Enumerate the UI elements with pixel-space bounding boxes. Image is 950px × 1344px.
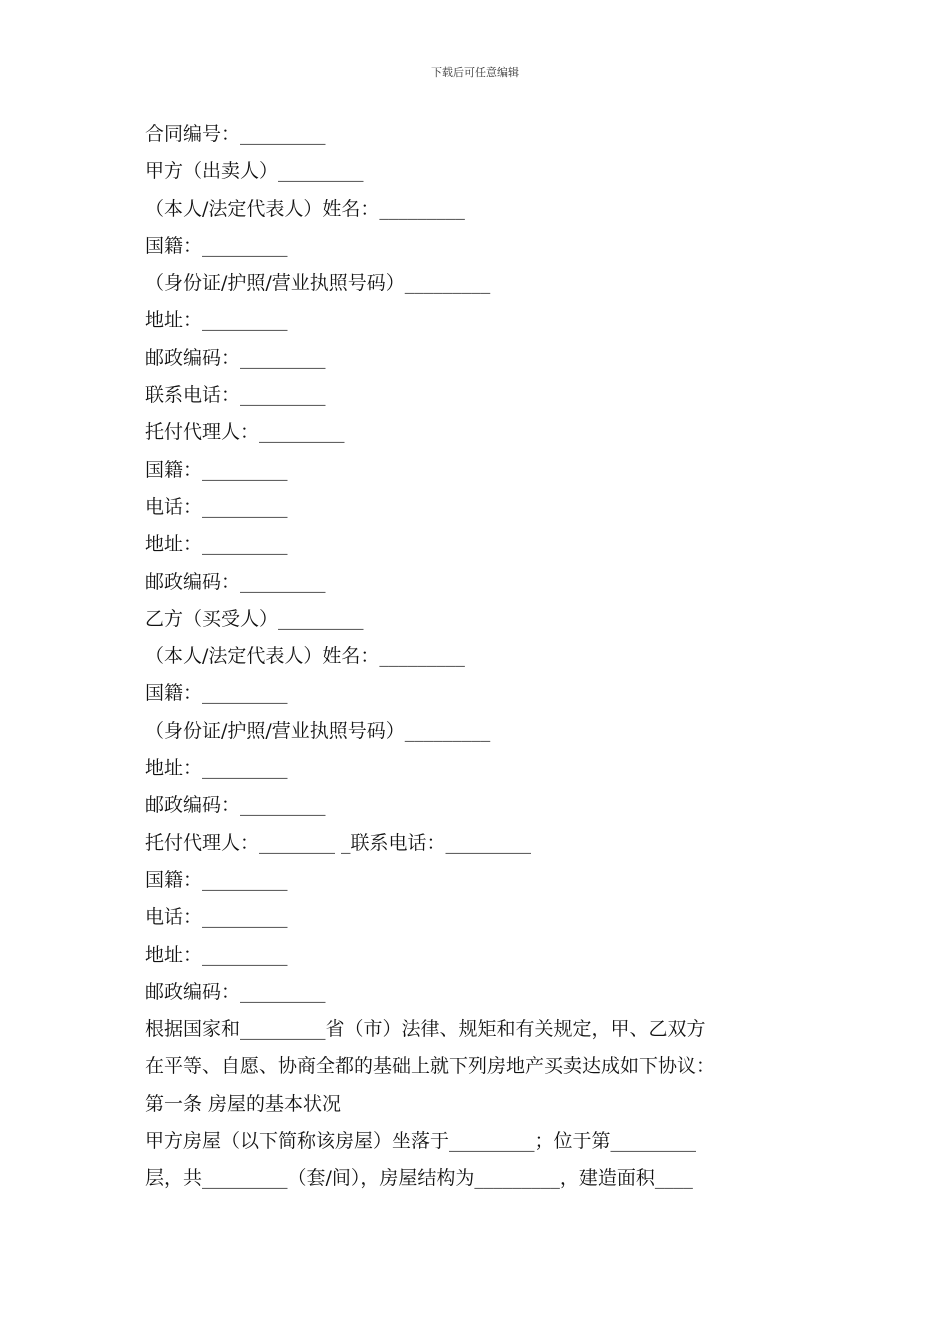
party-a-name-line: （本人/法定代表人）姓名：_________ <box>145 197 465 220</box>
party-a-id-line: （身份证/护照/营业执照号码）_________ <box>145 272 491 295</box>
party-a-agent-line: 托付代理人：_________ <box>145 421 345 444</box>
party-a-postcode-line: 邮政编码：_________ <box>145 346 326 369</box>
party-a-address-line: 地址：_________ <box>145 309 288 332</box>
preamble-line-2: 在平等、自愿、协商全都的基础上就下列房地产买卖达成如下协议： <box>145 1055 716 1078</box>
party-a-agent-nationality-line: 国籍：_________ <box>145 458 288 481</box>
party-b-agent-phone-line: 电话：_________ <box>145 906 288 929</box>
party-b-nationality-line: 国籍：_________ <box>145 682 288 705</box>
article-1-line-1: 甲方房屋（以下简称该房屋）坐落于_________；位于第_________ <box>145 1130 697 1153</box>
party-a-phone-line: 联系电话：_________ <box>145 384 326 407</box>
party-b-name-line: （本人/法定代表人）姓名：_________ <box>145 645 465 668</box>
party-a-line: 甲方（出卖人）_________ <box>145 160 364 183</box>
party-b-line: 乙方（买受人）_________ <box>145 607 364 630</box>
party-b-id-line: （身份证/护照/营业执照号码）_________ <box>145 719 491 742</box>
party-a-agent-address-line: 地址：_________ <box>145 533 288 556</box>
party-b-agent-line: 托付代理人：________ _联系电话：_________ <box>145 831 532 854</box>
party-b-agent-postcode-line: 邮政编码：_________ <box>145 980 326 1003</box>
contract-number-line: 合同编号：_________ <box>145 123 326 145</box>
party-b-postcode-line: 邮政编码：_________ <box>145 794 326 817</box>
article-1-heading: 第一条 房屋的基本状况 <box>145 1092 342 1115</box>
party-a-nationality-line: 国籍：_________ <box>145 234 288 257</box>
article-1-line-2: 层，共_________（套/间），房屋结构为_________，建造面积____ <box>145 1167 693 1190</box>
party-b-address-line: 地址：_________ <box>145 757 288 780</box>
party-b-agent-nationality-line: 国籍：_________ <box>145 868 288 891</box>
party-a-agent-phone-line: 电话：_________ <box>145 495 288 518</box>
party-a-agent-postcode-line: 邮政编码：_________ <box>145 570 326 593</box>
party-b-agent-address-line: 地址：_________ <box>145 943 288 966</box>
preamble-line-1: 根据国家和_________省（市）法律、规矩和有关规定，甲、乙双方 <box>145 1018 706 1041</box>
contract-body <box>145 116 810 1198</box>
page-header: 下载后可任意编辑 <box>431 66 519 79</box>
